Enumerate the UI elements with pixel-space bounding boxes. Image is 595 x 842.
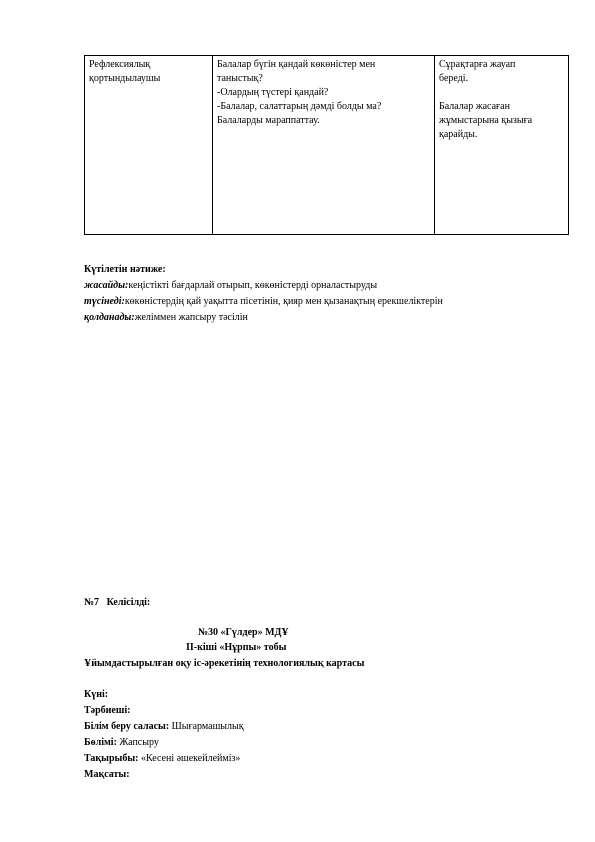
activity-text: таныстық? <box>217 73 263 84</box>
card-title: Ұйымдастырылған оқу іс-әрекетінің технологиялық картасы <box>84 658 365 669</box>
lesson-number: №7 <box>84 597 100 608</box>
goal-label: Мақсаты: <box>84 769 130 780</box>
day-label: Күні: <box>84 689 109 700</box>
results-text: көкөністердің қай уақытта пісетінін, қияр мен қызанақтың ерекшеліктерін <box>124 296 443 307</box>
topic-field <box>84 752 240 765</box>
organization-name: №30 «Гүлдер» МДҰ <box>198 627 289 638</box>
children-activity-cell <box>435 56 569 235</box>
children-text: Балалар жасаған <box>439 101 510 112</box>
teacher-label: Тәрбиеші: <box>84 705 131 716</box>
results-line-1 <box>84 279 377 292</box>
section-field <box>84 736 159 749</box>
results-line-2 <box>84 295 443 308</box>
area-value: Шығармашылық <box>169 721 244 732</box>
section-value: Жапсыру <box>116 737 159 748</box>
stage-text: қортындылаушы <box>89 73 161 84</box>
teacher-activity-cell <box>213 56 435 235</box>
results-label: қолданады: <box>84 312 135 323</box>
activity-text: -Олардың түстері қандай? <box>217 87 329 98</box>
children-text: береді. <box>439 73 469 84</box>
results-text: желіммен жапсыру тәсілін <box>134 312 248 323</box>
area-field <box>84 720 244 733</box>
activity-text: Балалар бүгін қандай көкөністер мен <box>217 59 376 70</box>
stage-text: Рефлексиялық <box>89 59 151 70</box>
area-label: Білім беру саласы: <box>84 721 170 732</box>
group-name: II-кіші «Нұрпы» тобы <box>186 642 287 653</box>
lesson-header <box>84 596 150 609</box>
topic-value: «Кесені әшекейлейміз» <box>138 753 241 764</box>
reflection-table <box>84 55 569 235</box>
results-label: түсінеді: <box>84 296 125 307</box>
spacer <box>439 86 564 100</box>
activity-text: -Балалар, салаттарың дәмді болды ма? <box>217 101 382 112</box>
topic-label: Тақырыбы: <box>84 753 139 764</box>
children-text: жұмыстарына қызыға <box>439 115 533 126</box>
stage-cell <box>85 56 213 235</box>
results-label: жасайды: <box>84 280 129 291</box>
results-text: кеңістікті бағдарлай отырып, көкөністерді орналастыруды <box>128 280 378 291</box>
children-text: Сұрақтарға жауап <box>439 59 516 70</box>
activity-text: Балаларды мараппаттау. <box>217 115 320 126</box>
children-text: қарайды. <box>439 129 478 140</box>
results-line-3 <box>84 311 248 324</box>
section-label: Бөлімі: <box>84 737 117 748</box>
table-row <box>85 56 569 235</box>
approved-label: Келісілді: <box>106 597 151 608</box>
results-heading: Күтілетін нәтиже: <box>84 264 166 275</box>
